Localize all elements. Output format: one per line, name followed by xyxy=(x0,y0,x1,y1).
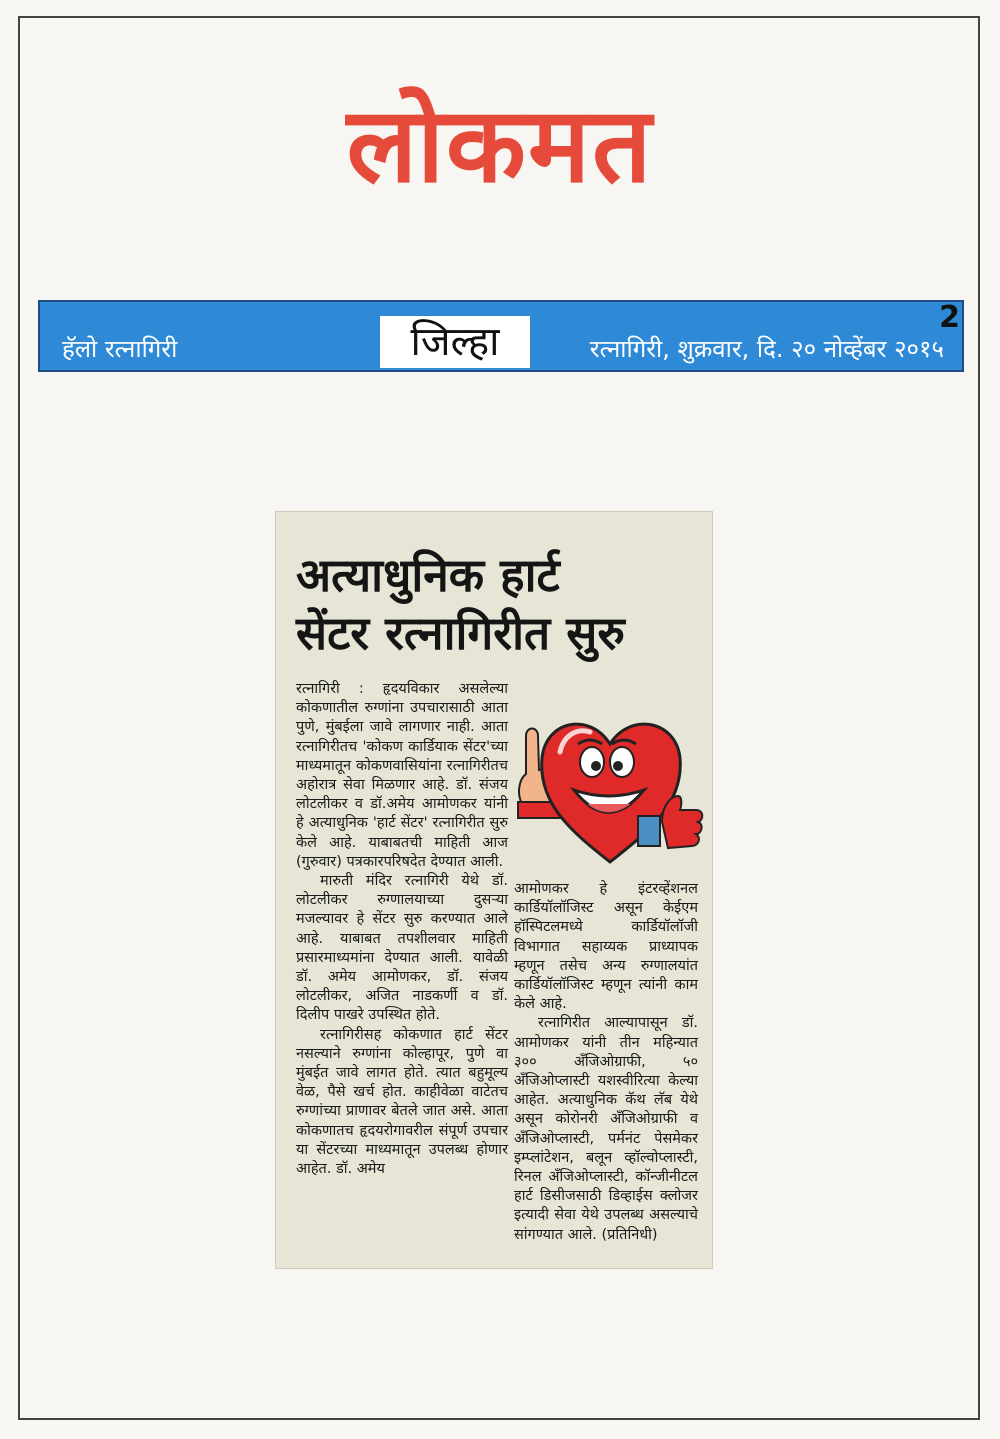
article-headline xyxy=(296,546,696,662)
right-paragraph-1: आमोणकर हे इंटरव्हेंशनल कार्डियॉलॉजिस्ट असून केईएम हॉस्पिटलमध्ये कार्डियॉलॉजी विभागात सहाय्यक प्राध्यापक म्हणून तसेच अन्य रुग्णालयांत कार्डियॉलॉजिस्ट म्हणून त्यांनी काम केले आहे. xyxy=(514,881,698,1013)
left-paragraph-2: मारुती मंदिर रत्नागिरी येथे डॉ. लोटलीकर रुग्णालयाच्या दुसऱ्या मजल्यावर हे सेंटर सुरु करण्यात आले आहे. याबाबत तपशीलवार माहिती प्रसारमाध्यमांना देण्यात आली. यावेळी डॉ. अमेय आमोणकर, डॉ. संजय लोटलीकर, अजित नाडकर्णी व डॉ. दिलीप पाखरे उपस्थित होते. xyxy=(296,873,508,1024)
page-number: 2 xyxy=(939,300,960,335)
masthead-logo: लोकमत xyxy=(346,84,654,206)
band-dateline: रत्नागिरी, शुक्रवार, दि. २० नोव्हेंबर २०१५ xyxy=(589,335,944,363)
heart-mascot-icon xyxy=(512,692,708,870)
news-clipping xyxy=(276,512,712,1268)
band-section-name: हॅलो रत्नागिरी xyxy=(62,335,178,363)
left-paragraph-1: रत्नागिरी : हृदयविकार असलेल्या कोकणातील रुग्णांना उपचारासाठी आता पुणे, मुंबईला जावे लागणार नाही. आता रत्नागिरीतच 'कोकण कार्डियाक सेंटर'च्या माध्यमातून कोकणवासियांना रत्नागिरीतच अहोरात्र सेवा मिळणार आहे. डॉ. संजय लोटलीकर व डॉ.अमेय आमोणकर यांनी हे अत्याधुनिक 'हार्ट सेंटर' रत्नागिरीत सुरु केले आहे. याबाबतची माहिती आज (गुरुवार) पत्रकारपरिषदेत देण्यात आली. xyxy=(296,681,508,870)
left-paragraph-3: रत्नागिरीसह कोकणात हार्ट सेंटर नसल्याने रुग्णांना कोल्हापूर, पुणे वा मुंबईत जावे लागत होते. त्यात बहुमूल्य वेळ, पैसे खर्च होत. काहीवेळा वाटेतच रुग्णांच्या प्राणावर बेतले जात असे. आता कोकणातच हृदयरोगावरील संपूर्ण उपचार या सेंटरच्या माध्यमातून उपलब्ध होणार आहेत. डॉ. अमेय xyxy=(296,1026,508,1178)
section-band xyxy=(38,300,964,372)
article-column-left xyxy=(296,680,508,1179)
band-edition-label: जिल्हा xyxy=(380,316,530,368)
headline-line-1: अत्याधुनिक हार्ट xyxy=(296,548,560,602)
article-column-right xyxy=(514,880,698,1245)
right-paragraph-2: रत्नागिरीत आल्यापासून डॉ. आमोणकर यांनी तीन महिन्यात ३०० अँजिओग्राफी, ५० अँजिओप्लास्टी यशस्वीरित्या केल्या आहेत. अत्याधुनिक कॅथ लॅब येथे असून कोरोनरी अँजिओग्राफी व अँजिओप्लास्टी, पर्मनंट पेसमेकर इम्प्लांटेशन, बलून व्हॉल्वोप्लास्टी, रिनल अँजिओप्लास्टी, कॉन्जीनीटल हार्ट डिसीजसाठी डिव्हाईस क्लोजर इत्यादी सेवा येथे उपलब्ध असल्याचे सांगण्यात आले. (प्रतिनिधी) xyxy=(514,1015,698,1243)
headline-line-2: सेंटर रत्नागिरीत सुरु xyxy=(296,606,625,660)
